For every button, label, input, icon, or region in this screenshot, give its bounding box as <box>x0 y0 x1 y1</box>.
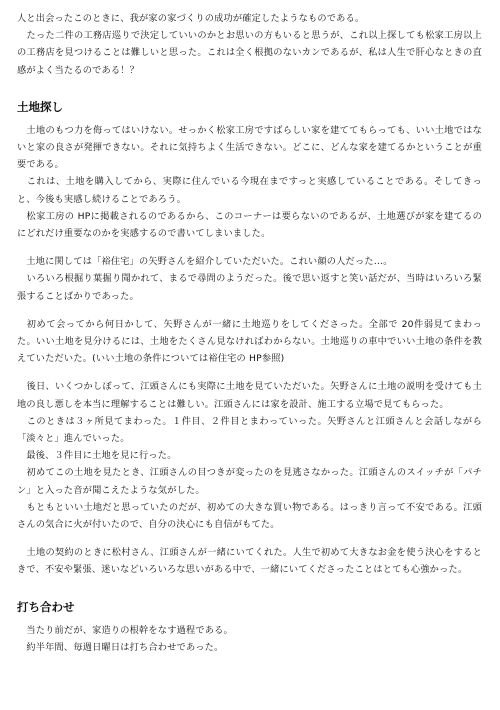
section-heading-land-search: 土地探し <box>17 99 63 114</box>
body-paragraph: 最後、３件目に土地を見に行った。 <box>17 450 177 462</box>
body-paragraph: 土地の契約のときに松村さん、江頭さんが一緒にいてくれた。人生で初めて大きなお金を使う決心をするときで、不安や緊張、迷いなどいろいろな思いがある中で、一緒にいてくださったことはとても心強かった。 <box>17 547 482 576</box>
body-paragraph: 土地に関しては「裕住宅」の矢野さんを紹介していただいた。これい顔の人だった…。 <box>17 256 393 268</box>
body-paragraph: もともといい土地だと思っていたのだが、初めての大きな買い物である。はっきり言って不安である。江頭さんの気合に火が付いたので、自分の決心にも自信がもてた。 <box>17 501 482 531</box>
body-paragraph: 当たり前だが、家造りの根幹をなす過程である。 <box>17 624 233 636</box>
body-paragraph: 初めてこの土地を見たとき、江頭さんの目つきが変ったのを見逃さなかった。江頭さんのスイッチが「パチン」と入った音が聞こえたような気がした。 <box>17 467 482 496</box>
intro-paragraph-1: 人と出会ったこのときに、我が家の家づくりの成功が確定したようなものである。 <box>17 13 365 24</box>
body-paragraph: いろいろ根掘り葉掘り聞かれて、まるで尋問のようだった。後で思い返すと笑い話だが、当時はいろいろ緊張することばかりであった。 <box>17 273 482 302</box>
body-paragraph: 約半年間、毎週日曜日は打ち合わせであった。 <box>17 641 224 653</box>
body-paragraph: このときは３ヶ所見てまわった。１件目、２件目とまわっていった。矢野さんと江頭さんと会話しながら「淡々と」進んでいった。 <box>17 415 482 445</box>
body-paragraph: 松家工房の HPに掲載されるのであるから、このコーナーは要らないのであるが、土地選びが家を建てるのにどれだけ重要なのかを実感するので書いてしまいました。 <box>17 210 482 240</box>
body-paragraph: これは、土地を購入してから、実際に住んでいる今現在まですっと実感していることである。そしてきっと、今後も実感し続けることであろう。 <box>17 176 482 205</box>
section-heading-meetings: 打ち合わせ <box>17 599 75 614</box>
intro-paragraph-2: たった二件の工務店巡りで決定していいのかとお思いの方もいると思うが、これ以上探しても松家工房以上の工務店を見つけることは難しいと思った。これは全く根拠のないカンであるが、私は人生で肝心なときの直感がよく当たるのである！？ <box>17 30 482 76</box>
body-paragraph: 土地のもつ力を侮ってはいけない。せっかく松家工房ですばらしい家を建ててもらっても、いい土地ではないと家の良さが発揮できない。それに気持ちよく生活できない。どこに、どんな家を建てるかということが重要である。 <box>17 124 482 171</box>
body-paragraph: 初めて会ってから何日かして、矢野さんが一緒に土地巡りをしてくださった。全部で 20件弱見てまわった。いい土地を見分けるには、土地をたくさん見なければわからない。土地巡りの車中でいい土地の条件を教えていただいた。(いい土地の条件については裕住宅の HP参照) <box>17 318 482 365</box>
body-paragraph: 後日、いくつかしぼって、江頭さんにも実際に土地を見ていただいた。矢野さんに土地の説明を受けても土地の良し悪しを本当に理解することは難しい。江頭さんには家を設計、施工する立場で見てもらった。 <box>17 381 482 410</box>
